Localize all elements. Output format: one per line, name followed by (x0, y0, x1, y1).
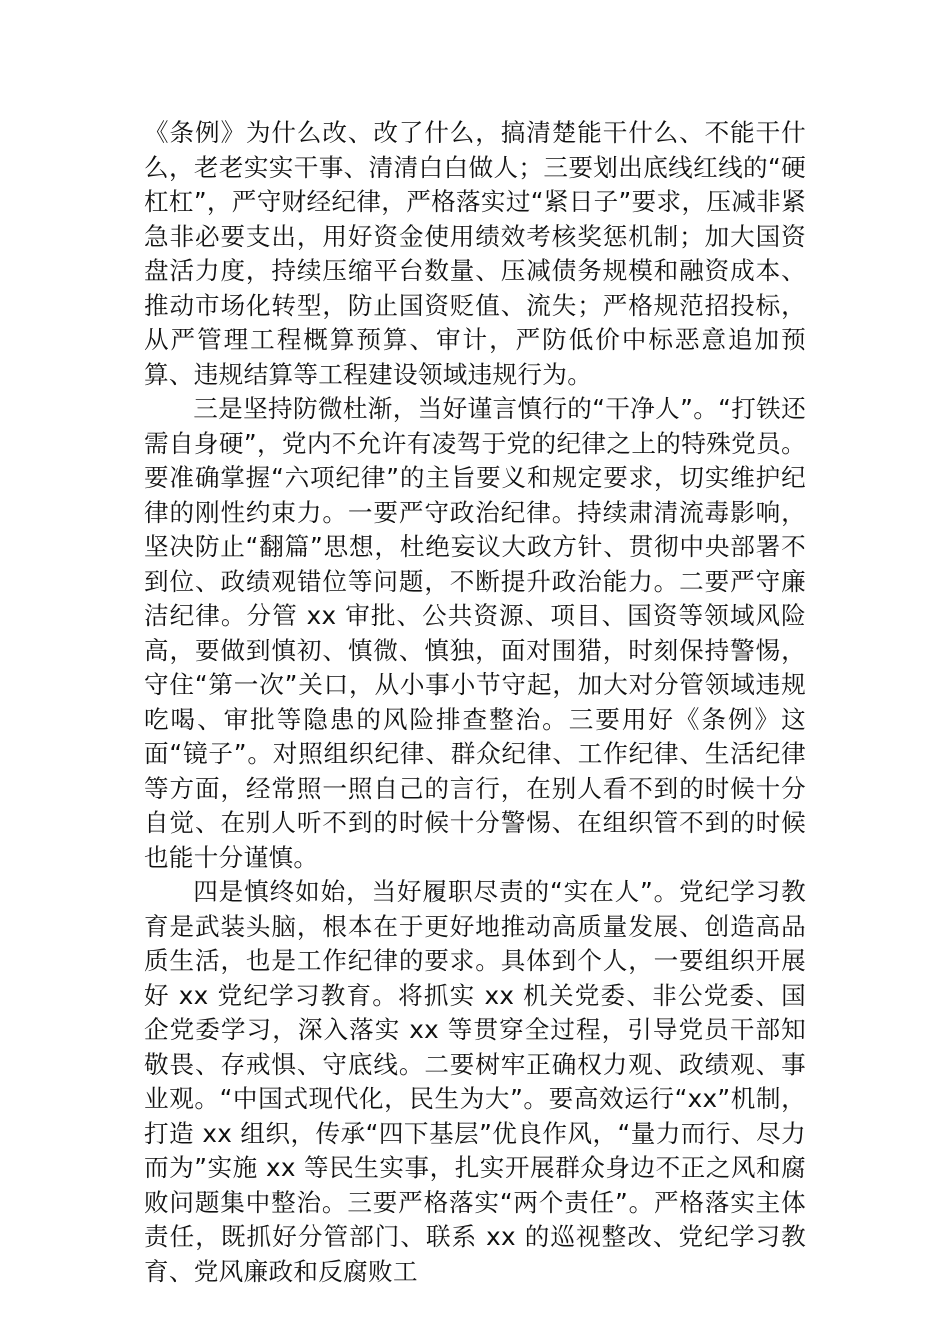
paragraph-continuation: 《条例》为什么改、改了什么，搞清楚能干什么、不能干什么，老老实实干事、清清白白做人；三要划出底线红线的“硬杠杠”，严守财经纪律，严格落实过“紧日子”要求，压减非紧急非必要支出，用好资金使用绩效考核奖惩机制；加大国资盘活力度，持续压缩平台数量、压减债务规模和融资成本、推动市场化转型，防止国资贬值、流失；严格规范招投标，从严管理工程概算预算、审计，严防低价中标恶意追加预算、违规结算等工程建设领域违规行为。 (144, 118, 806, 389)
paragraph-point-four: 四是慎终如始，当好履职尽责的“实在人”。党纪学习教育是武装头脑，根本在于更好地推动高质量发展、创造高品质生活，也是工作纪律的要求。具体到个人，一要组织开展好 xx 党纪学习教育。将抓实 xx 机关党委、非公党委、国企党委学习，深入落实 xx 等贯穿全过程，引导党员干部知敬畏、存戒惧、守底线。二要树牢正确权力观、政绩观、事业观。“中国式现代化，民生为大”。要高效运行“xx”机制，打造 xx 组织，传承“四下基层”优良作风，“量力而行、尽力而为”实施 xx 等民生实事，扎实开展群众身边不正之风和腐败问题集中整治。三要严格落实“两个责任”。严格落实主体责任，既抓好分管部门、联系 xx 的巡视整改、党纪学习教育、党风廉政和反腐败工 (144, 877, 806, 1286)
document-body (144, 116, 806, 1289)
paragraph-point-three: 三是坚持防微杜渐，当好谨言慎行的“干净人”。“打铁还需自身硬”，党内不允许有凌驾于党的纪律之上的特殊党员。要准确掌握“六项纪律”的主旨要义和规定要求，切实维护纪律的刚性约束力。一要严守政治纪律。持续肃清流毒影响，坚决防止“翻篇”思想，杜绝妄议大政方针、贯彻中央部署不到位、政绩观错位等问题，不断提升政治能力。二要严守廉洁纪律。分管 xx 审批、公共资源、项目、国资等领域风险高，要做到慎初、慎微、慎独，面对围猎，时刻保持警惕，守住“第一次”关口，从小事小节守起，加大对分管领域违规吃喝、审批等隐患的风险排查整治。三要用好《条例》这面“镜子”。对照组织纪律、群众纪律、工作纪律、生活纪律等方面，经常照一照自己的言行，在别人看不到的时候十分自觉、在别人听不到的时候十分警惕、在组织管不到的时候也能十分谨慎。 (144, 394, 806, 872)
